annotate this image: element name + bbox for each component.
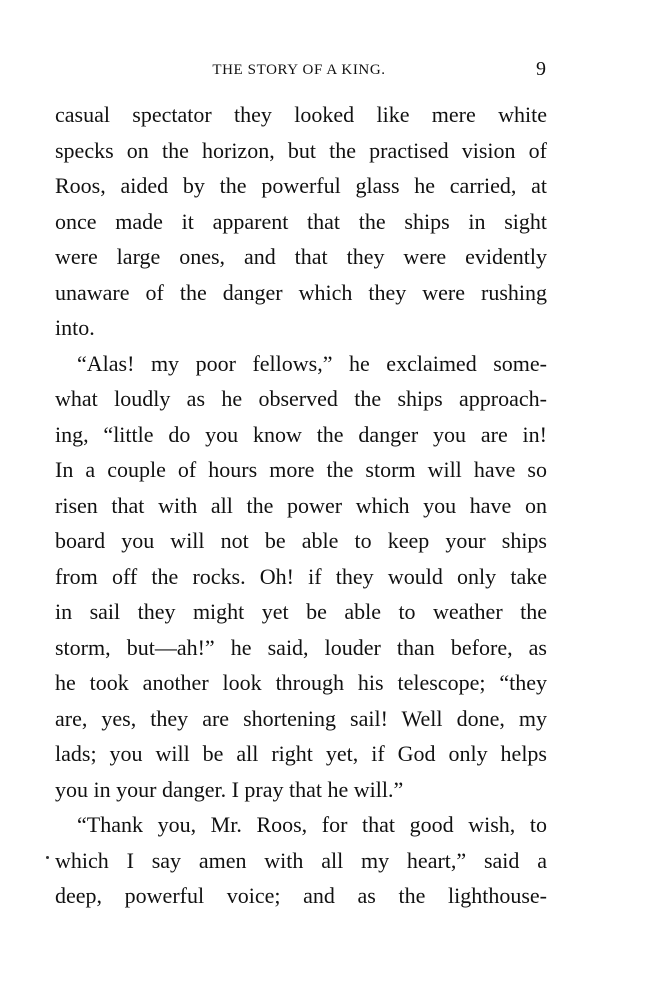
print-speck bbox=[46, 856, 49, 859]
text-line: were large ones, and that they were evidently bbox=[55, 244, 547, 269]
text-line: what loudly as he observed the ships approach- bbox=[55, 386, 547, 411]
text-line: risen that with all the power which you have on bbox=[55, 492, 547, 518]
text-line: from off the rocks. Oh! if they would only take bbox=[55, 563, 547, 589]
page-number: 9 bbox=[536, 58, 546, 80]
text-line: In a couple of hours more the storm will have so bbox=[55, 457, 547, 482]
text-line: into. bbox=[55, 315, 95, 340]
text-line: deep, powerful voice; and as the lighthouse- bbox=[55, 883, 547, 908]
text-line: lads; you will be all right yet, if God only helps bbox=[55, 741, 547, 766]
body-text bbox=[55, 97, 547, 914]
text-line: “Alas! my poor fellows,” he exclaimed some- bbox=[77, 350, 547, 376]
running-title: THE STORY OF A KING. bbox=[212, 62, 386, 78]
text-line: you in your danger. I pray that he will.” bbox=[55, 776, 404, 802]
text-line: unaware of the danger which they were rushing bbox=[55, 279, 547, 305]
text-line: casual spectator they looked like mere white bbox=[55, 102, 547, 127]
text-line: in sail they might yet be able to weather the bbox=[55, 599, 547, 624]
text-line: he took another look through his telescope; “they bbox=[55, 670, 547, 695]
text-line: once made it apparent that the ships in sight bbox=[55, 208, 547, 234]
text-line: specks on the horizon, but the practised vision of bbox=[55, 137, 547, 163]
text-line: ing, “little do you know the danger you are in! bbox=[55, 421, 547, 447]
text-line: storm, but—ah!” he said, louder than before, as bbox=[55, 634, 547, 660]
text-line: board you will not be able to keep your ships bbox=[55, 528, 547, 553]
text-line: are, yes, they are shortening sail! Well done, my bbox=[55, 705, 547, 731]
text-line: “Thank you, Mr. Roos, for that good wish, to bbox=[77, 812, 547, 837]
running-head bbox=[52, 58, 546, 84]
text-line: Roos, aided by the powerful glass he carried, at bbox=[55, 173, 547, 198]
text-line: which I say amen with all my heart,” said a bbox=[55, 847, 547, 873]
